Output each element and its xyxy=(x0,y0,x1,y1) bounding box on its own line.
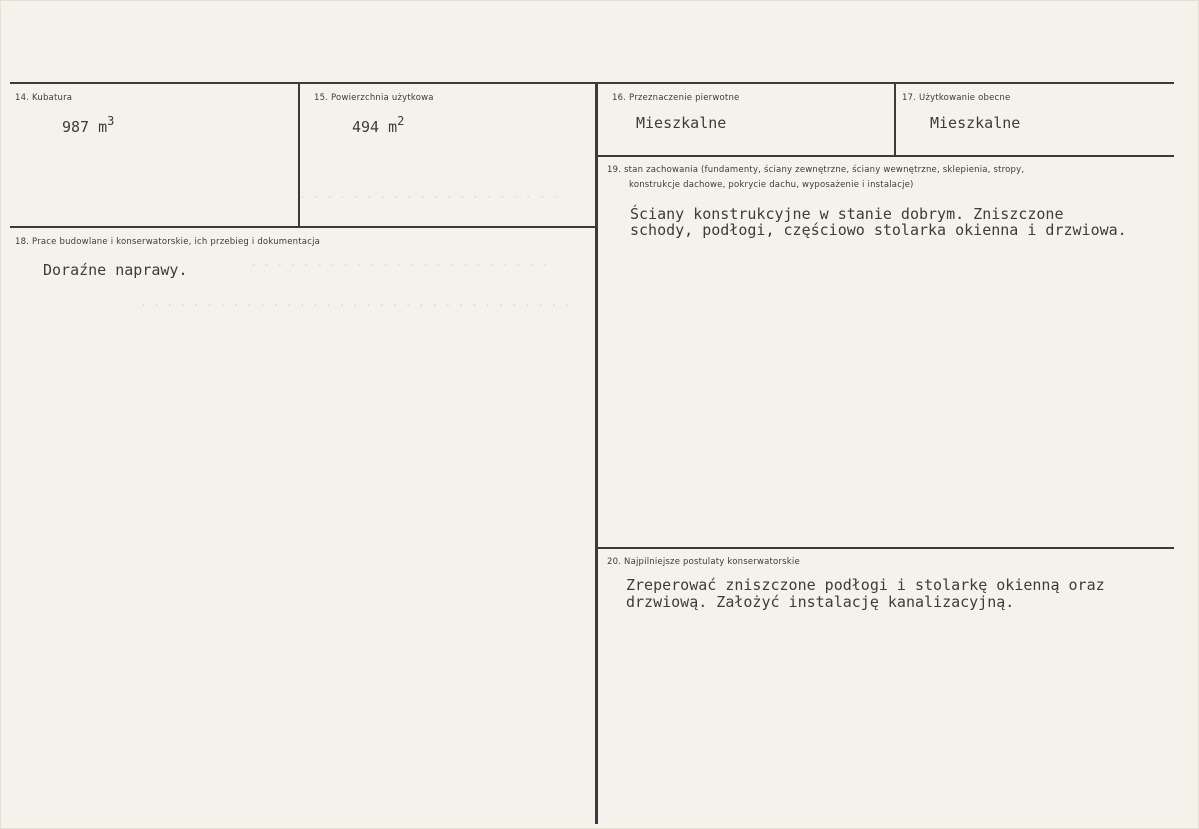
field17-label: 17. Użytkowanie obecne xyxy=(902,93,1011,103)
field14-number: 987 xyxy=(62,118,90,136)
field14-unit: m xyxy=(98,118,108,136)
field15-exponent: 2 xyxy=(397,114,405,128)
field15-unit: m xyxy=(388,118,398,136)
field20-value-line1: Zreperować zniszczone podłogi i stolarkę okienną oraz xyxy=(626,576,1105,594)
divider-left-fields xyxy=(298,84,300,228)
field14-value xyxy=(62,111,114,137)
top-rule xyxy=(10,82,1174,84)
field16-label: 16. Przeznaczenie pierwotne xyxy=(612,93,740,103)
field20-value-line2: drzwiową. Założyć instalację kanalizacyjną. xyxy=(626,593,1015,611)
field19-label-line1: 19. stan zachowania (fundamenty, ściany zewnętrzne, ściany wewnętrzne, sklepienia, stropy, xyxy=(607,165,1025,175)
field19-value-line1: Ściany konstrukcyjne w stanie dobrym. Zniszczone xyxy=(630,205,1064,223)
divider-right-fields xyxy=(894,84,896,156)
field14-exponent: 3 xyxy=(107,114,115,128)
field16-value: Mieszkalne xyxy=(636,114,727,132)
rule-under-14-15 xyxy=(10,226,597,228)
field19-value-line2: schody, podłogi, częściowo stolarka okienna i drzwiowa. xyxy=(630,221,1127,239)
show-through-mark: - - - - - - - - - - - - - - - - - - - - - - - xyxy=(250,258,549,271)
field18-value: Doraźne naprawy. xyxy=(43,261,188,279)
field18-label: 18. Prace budowlane i konserwatorskie, ich przebieg i dokumentacja xyxy=(15,237,321,247)
field14-label: 14. Kubatura xyxy=(15,93,73,103)
show-through-mark: . . . . . . . . . . . . . . . . . . . . . . . . . . . . . . . . . xyxy=(140,296,571,309)
field15-value xyxy=(352,111,404,137)
divider-center xyxy=(595,84,598,824)
field15-number: 494 xyxy=(352,118,380,136)
show-through-mark: - - - - - - - - - - - - - - - - - - - - xyxy=(300,190,559,203)
field17-value: Mieszkalne xyxy=(930,114,1021,132)
field20-label: 20. Najpilniejsze postulaty konserwatorskie xyxy=(607,557,800,567)
field15-label: 15. Powierzchnia użytkowa xyxy=(314,93,434,103)
field19-label-line2: konstrukcje dachowe, pokrycie dachu, wyposażenie i instalacje) xyxy=(629,180,914,190)
rule-under-16-17 xyxy=(597,155,1174,157)
rule-above-20 xyxy=(597,547,1174,549)
